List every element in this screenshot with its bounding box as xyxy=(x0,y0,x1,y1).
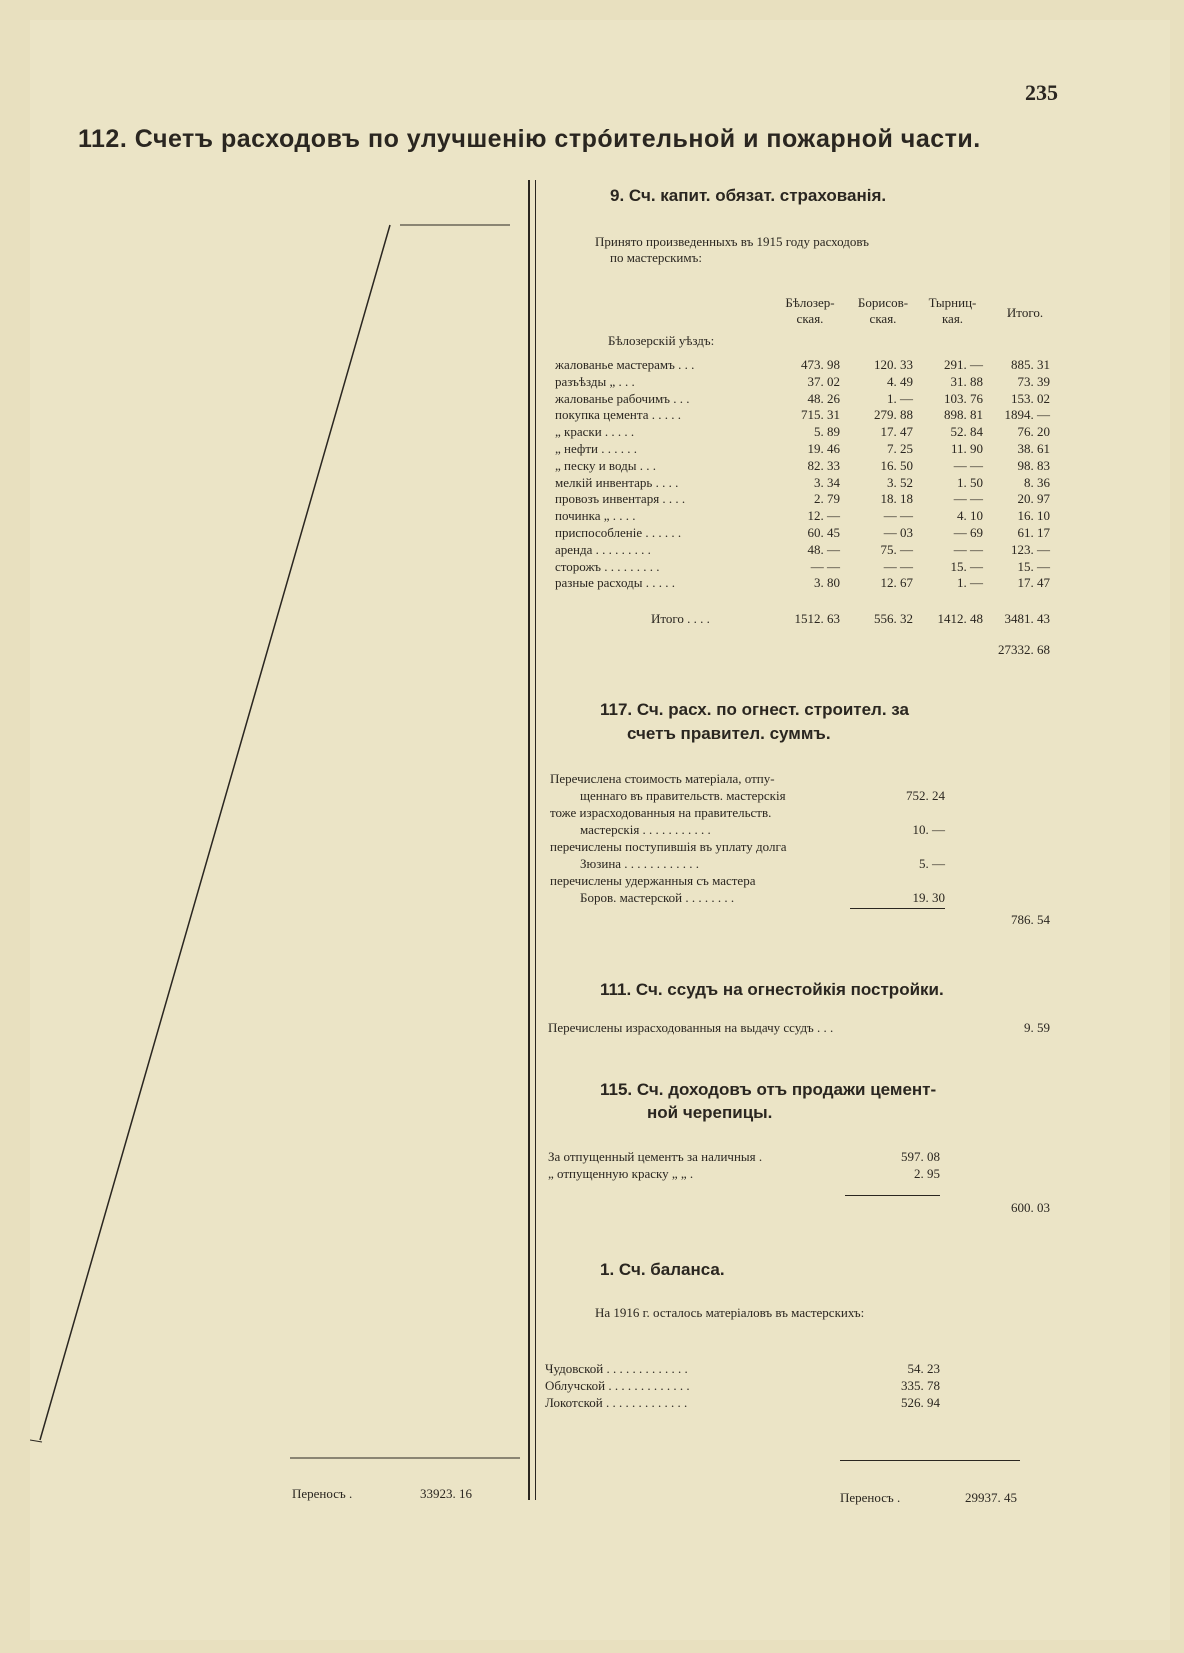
row-label: покупка цемента . . . . . xyxy=(555,407,681,423)
cell-itogo: 123. — xyxy=(1011,541,1050,557)
table-row xyxy=(30,541,1170,558)
cell-belozerskaya: 48. 26 xyxy=(807,390,840,406)
table-row xyxy=(30,474,1170,491)
cell-itogo: 38. 61 xyxy=(1017,441,1050,456)
cell-tyrnitskaya: 1. — xyxy=(957,575,983,591)
cell-tyrnitskaya: 52. 84 xyxy=(950,424,983,440)
table-row xyxy=(30,574,1170,591)
cell-belozerskaya: 48. — xyxy=(807,541,840,557)
cell-tyrnitskaya: 1. 50 xyxy=(957,474,983,490)
section-heading: 117. Сч. расх. по огнест. строител. за xyxy=(600,700,909,719)
cell-tyrnitskaya: — — xyxy=(953,491,983,507)
table-row xyxy=(30,507,1170,524)
cell-borisovskaya: 3. 52 xyxy=(887,474,913,490)
line-amount: 54. 23 xyxy=(907,1361,940,1376)
section-heading: 9. Сч. капит. обязат. страхованія. xyxy=(610,186,887,205)
section-intro: Принято произведенныхъ въ 1915 году расходовъ xyxy=(595,234,869,249)
cell-tyrnitskaya: 31. 88 xyxy=(950,373,983,389)
table-row xyxy=(30,406,1170,423)
cell-tyrnitskaya: 15. — xyxy=(950,558,983,574)
list-item xyxy=(30,1148,1170,1165)
grand-total: 27332. 68 xyxy=(998,642,1050,657)
total-cell: 1412. 48 xyxy=(937,611,983,626)
line-amount: 10. — xyxy=(912,822,945,837)
line-text: Перечислена стоимость матеріала, отпу- xyxy=(550,771,775,786)
cell-borisovskaya: 7. 25 xyxy=(887,441,913,456)
cell-itogo: 61. 17 xyxy=(1017,525,1050,540)
carry-label: Переносъ . xyxy=(292,1486,353,1501)
row-label: починка „ . . . . xyxy=(555,508,636,524)
list-item xyxy=(30,821,1170,838)
line-text: перечислены поступившія въ уплату долга xyxy=(550,839,787,854)
total-cell: 1512. 63 xyxy=(794,611,840,626)
row-label: аренда . . . . . . . . . xyxy=(555,541,651,557)
carry-rule xyxy=(840,1460,1020,1461)
list-item xyxy=(30,804,1170,821)
list-item xyxy=(30,770,1170,787)
line-amount: 5. — xyxy=(919,856,945,871)
section-heading: 115. Сч. доходовъ отъ продажи цемент- xyxy=(600,1080,937,1099)
subtotal-rule xyxy=(845,1195,940,1196)
cell-borisovskaya: 279. 88 xyxy=(874,407,913,423)
row-label: „ краски . . . . . xyxy=(555,424,635,440)
cell-belozerskaya: 12. — xyxy=(807,508,840,524)
line-text: Зюзина . . . . . . . . . . . . xyxy=(580,856,700,871)
row-label: приспособленіе . . . . . . xyxy=(555,525,682,540)
row-label: жалованье рабочимъ . . . xyxy=(555,390,690,406)
district-label: Бѣлозерскій уѣздъ: xyxy=(608,333,715,348)
table-row xyxy=(30,356,1170,373)
cell-belozerskaya: 3. 80 xyxy=(814,575,840,591)
cell-tyrnitskaya: 898. 81 xyxy=(944,407,983,423)
table-row xyxy=(30,524,1170,541)
row-label: сторожъ . . . . . . . . . xyxy=(555,558,660,574)
page-title: 112. Счетъ расходовъ по улучшенію стрóительной и пожарной части. xyxy=(78,125,981,153)
cell-belozerskaya: 82. 33 xyxy=(807,457,840,473)
line-text: Облучской . . . . . . . . . . . . . xyxy=(545,1378,690,1393)
cell-belozerskaya: 715. 31 xyxy=(801,407,840,423)
row-label: жалованье мастерамъ . . . xyxy=(555,357,695,372)
table-row xyxy=(30,390,1170,407)
cell-borisovskaya: 4. 49 xyxy=(887,373,913,389)
section-heading: ной черепицы. xyxy=(647,1103,773,1122)
cell-tyrnitskaya: — 69 xyxy=(953,525,983,540)
table-row xyxy=(30,490,1170,507)
page xyxy=(30,20,1170,1640)
table-row xyxy=(30,457,1170,474)
section-total: 786. 54 xyxy=(1011,912,1050,927)
cell-itogo: 16. 10 xyxy=(1017,508,1050,524)
cell-itogo: 15. — xyxy=(1017,558,1050,574)
table-row xyxy=(30,423,1170,440)
cell-belozerskaya: 37. 02 xyxy=(807,373,840,389)
section-heading: 1. Сч. баланса. xyxy=(600,1260,725,1279)
cell-tyrnitskaya: — — xyxy=(953,541,983,557)
section-heading: счетъ правител. суммъ. xyxy=(627,724,831,743)
subtotal-rule xyxy=(850,908,945,909)
table-row xyxy=(30,558,1170,575)
cell-belozerskaya: 2. 79 xyxy=(814,491,840,507)
line-text: Боров. мастерской . . . . . . . . xyxy=(580,890,735,905)
cell-itogo: 885. 31 xyxy=(1011,357,1050,372)
carry-label: Переносъ . xyxy=(840,1490,901,1505)
cell-tyrnitskaya: 4. 10 xyxy=(957,508,983,524)
carry-amount: 29937. 45 xyxy=(965,1490,1017,1505)
cell-borisovskaya: 1. — xyxy=(887,390,913,406)
cell-belozerskaya: 60. 45 xyxy=(807,525,840,540)
list-item xyxy=(30,855,1170,872)
cell-borisovskaya: — — xyxy=(883,558,913,574)
column-header: Тырниц- кая. xyxy=(928,295,977,326)
cell-tyrnitskaya: — — xyxy=(953,457,983,473)
section-total: 600. 03 xyxy=(1011,1200,1050,1215)
row-label: мелкій инвентарь . . . . xyxy=(555,474,679,490)
section-intro: На 1916 г. осталось матеріаловъ въ мастерскихъ: xyxy=(595,1305,865,1320)
section-line: Перечислены израсходованныя на выдачу ссудъ . . . xyxy=(548,1020,834,1035)
cell-borisovskaya: 18. 18 xyxy=(880,491,913,507)
cell-itogo: 98. 83 xyxy=(1017,457,1050,473)
section-heading: 111. Сч. ссудъ на огнестойкія постройки. xyxy=(600,980,944,999)
row-label: разъѣзды „ . . . xyxy=(555,373,635,389)
list-item xyxy=(30,1165,1170,1182)
section-amount: 9. 59 xyxy=(1024,1020,1050,1035)
line-amount: 597. 08 xyxy=(901,1149,940,1164)
cell-itogo: 73. 39 xyxy=(1017,373,1050,389)
page-number: 235 xyxy=(1025,80,1058,105)
line-text: Чудовской . . . . . . . . . . . . . xyxy=(545,1361,688,1376)
column-header: Бѣлозер- ская. xyxy=(785,295,835,326)
list-item xyxy=(30,1360,1170,1377)
row-label: разные расходы . . . . . xyxy=(555,575,675,591)
row-label: „ песку и воды . . . xyxy=(555,457,656,473)
cell-itogo: 76. 20 xyxy=(1017,424,1050,440)
cell-itogo: 17. 47 xyxy=(1017,575,1050,591)
line-text: тоже израсходованныя на правительств. xyxy=(550,805,772,820)
list-item xyxy=(30,1394,1170,1411)
table-row xyxy=(30,440,1170,457)
line-text: мастерскія . . . . . . . . . . . xyxy=(580,822,711,837)
cell-borisovskaya: — — xyxy=(883,508,913,524)
cell-belozerskaya: 473. 98 xyxy=(801,357,840,372)
list-item xyxy=(30,1377,1170,1394)
line-text: За отпущенный цементъ за наличныя . xyxy=(548,1149,763,1164)
total-label: Итого . . . . xyxy=(651,611,710,626)
cell-tyrnitskaya: 11. 90 xyxy=(950,441,983,456)
list-item xyxy=(30,872,1170,889)
column-header: Борисов- ская. xyxy=(857,295,909,326)
section-intro: по мастерскимъ: xyxy=(610,250,702,265)
cell-borisovskaya: 12. 67 xyxy=(880,575,913,591)
column-header: Итого. xyxy=(1006,305,1044,320)
cell-borisovskaya: 75. — xyxy=(880,541,913,557)
cell-belozerskaya: 19. 46 xyxy=(807,441,840,456)
table-row xyxy=(30,373,1170,390)
line-amount: 752. 24 xyxy=(906,788,945,803)
line-amount: 19. 30 xyxy=(912,890,945,905)
total-cell: 556. 32 xyxy=(874,611,913,626)
list-item xyxy=(30,787,1170,804)
cell-itogo: 153. 02 xyxy=(1011,390,1050,406)
cell-belozerskaya: 3. 34 xyxy=(814,474,840,490)
list-item xyxy=(30,889,1170,906)
cell-belozerskaya: 5. 89 xyxy=(814,424,840,440)
total-cell: 3481. 43 xyxy=(1004,611,1050,626)
cell-itogo: 8. 36 xyxy=(1024,474,1050,490)
cell-itogo: 1894. — xyxy=(1004,407,1050,423)
carry-amount: 33923. 16 xyxy=(420,1486,472,1501)
cell-borisovskaya: 16. 50 xyxy=(880,457,913,473)
line-text: щеннаго въ правительств. мастерскія xyxy=(580,788,786,803)
total-row xyxy=(30,610,1170,627)
line-amount: 526. 94 xyxy=(901,1395,940,1410)
cell-tyrnitskaya: 291. — xyxy=(944,357,983,372)
cell-borisovskaya: — 03 xyxy=(883,525,913,540)
row-label: провозъ инвентаря . . . . xyxy=(555,491,686,507)
cell-borisovskaya: 17. 47 xyxy=(880,424,913,440)
row-label: „ нефти . . . . . . xyxy=(555,441,637,456)
cell-belozerskaya: — — xyxy=(810,558,840,574)
line-amount: 335. 78 xyxy=(901,1378,940,1393)
line-amount: 2. 95 xyxy=(914,1166,940,1181)
list-item xyxy=(30,838,1170,855)
line-text: „ отпущенную краску „ „ . xyxy=(548,1166,694,1181)
cell-borisovskaya: 120. 33 xyxy=(874,357,913,372)
line-text: Локотской . . . . . . . . . . . . . xyxy=(545,1395,688,1410)
cell-tyrnitskaya: 103. 76 xyxy=(944,390,983,406)
line-text: перечислены удержанныя съ мастера xyxy=(550,873,756,888)
cell-itogo: 20. 97 xyxy=(1017,491,1050,507)
